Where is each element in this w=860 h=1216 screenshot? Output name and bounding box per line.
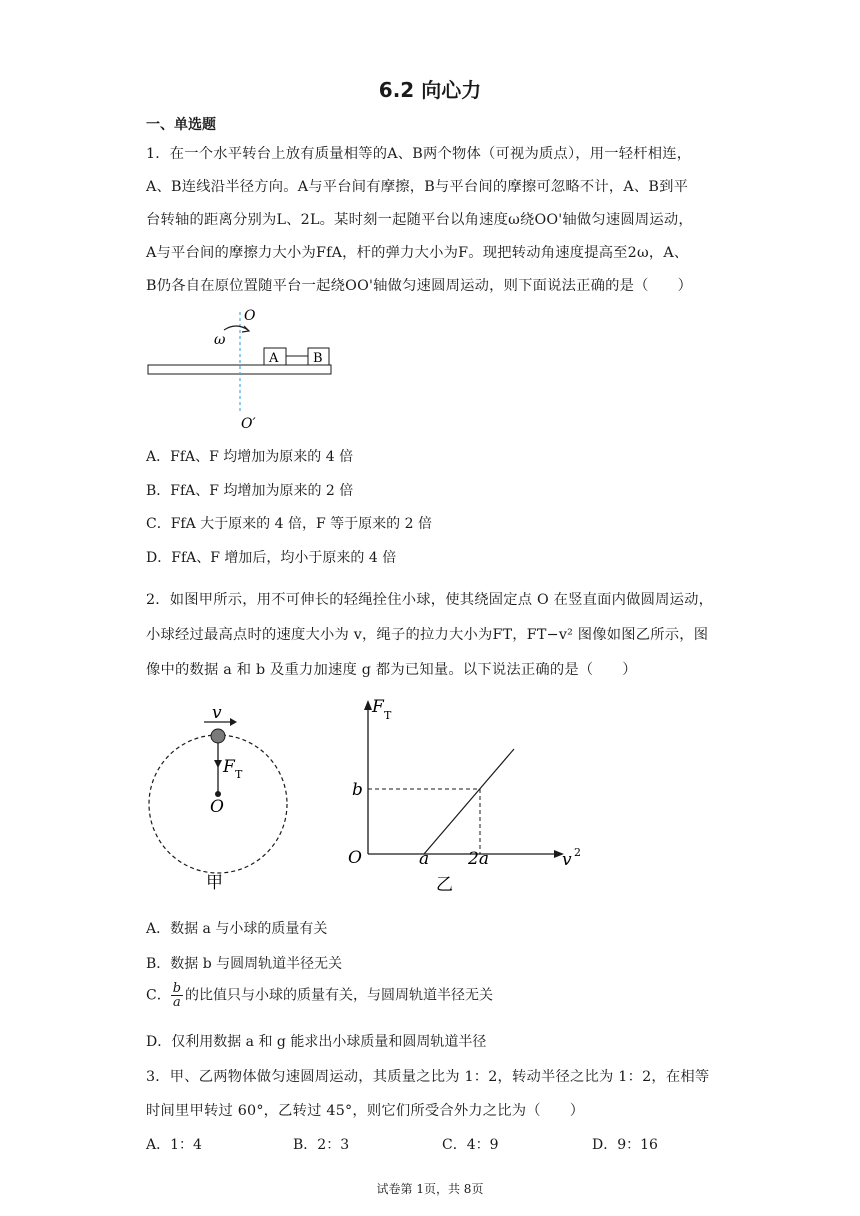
q1-line-4: A与平台间的摩擦力大小为FfA，杆的弹力大小为F。现把转动角速度提高至2ω，A、 <box>146 245 689 261</box>
q1-option-a[interactable]: A．FfA、F 均增加为原来的 4 倍 <box>146 449 354 465</box>
omega-label: ω <box>214 332 226 348</box>
q2-line-1: 2．如图甲所示，用不可伸长的轻绳拴住小球，使其绕固定点 O 在竖直面内做圆周运动， <box>146 592 714 608</box>
y-axis-label-f: F <box>372 697 384 717</box>
x-axis-label-square: 2 <box>574 846 581 859</box>
q3-option-c[interactable]: C．4：9 <box>442 1137 499 1153</box>
q2-line-3: 像中的数据 a 和 b 及重力加速度 g 都为已知量。以下说法正确的是（ ） <box>146 662 637 678</box>
q1-option-c[interactable]: C．FfA 大于原来的 4 倍，F 等于原来的 2 倍 <box>146 516 432 532</box>
circular-motion-figure <box>146 698 296 893</box>
q3-line-2: 时间里甲转过 60°，乙转过 45°，则它们所受合外力之比为（ ） <box>146 1103 585 1119</box>
b-label: b <box>352 780 363 800</box>
origin-label: O <box>348 848 362 868</box>
page-footer: 试卷第 1页，共 8页 <box>376 1182 484 1196</box>
x-axis-label-v: v <box>562 850 572 870</box>
figure-caption-yi: 乙 <box>436 875 453 895</box>
b-over-a-fraction: $\frac{b}{a}$ <box>172 981 182 1010</box>
ball <box>211 729 225 743</box>
velocity-label: v <box>212 703 222 723</box>
q3-option-a[interactable]: A．1：4 <box>146 1137 202 1153</box>
q2-option-b[interactable]: B．数据 b 与圆周轨道半径无关 <box>146 956 343 972</box>
q2-option-a[interactable]: A．数据 a 与小球的质量有关 <box>146 921 328 937</box>
q2-option-c[interactable]: C． $\frac{b}{a}$ 的比值只与小球的质量有关，与圆周轨道半径无关 <box>146 981 494 1010</box>
turntable-figure <box>140 302 350 434</box>
tension-label-f: F <box>223 757 235 777</box>
section-heading: 一、单选题 <box>146 117 216 133</box>
q2-line-2: 小球经过最高点时的速度大小为 v，绳子的拉力大小为FT，FT−v² 图像如图乙所示，图 <box>146 627 709 643</box>
figure-caption-jia: 甲 <box>206 873 223 893</box>
q2-option-d[interactable]: D．仅利用数据 a 和 g 能求出小球质量和圆周轨道半径 <box>146 1034 487 1050</box>
y-axis-label-t: T <box>384 709 392 722</box>
q1-option-b[interactable]: B．FfA、F 均增加为原来的 2 倍 <box>146 483 354 499</box>
q1-option-d[interactable]: D．FfA、F 增加后，均小于原来的 4 倍 <box>146 550 397 566</box>
block-a-label: A <box>269 351 279 366</box>
tension-velocity-graph <box>340 692 600 897</box>
page-title: 6.2 向心力 <box>378 78 482 102</box>
q1-line-2: A、B连线沿半径方向。A与平台间有摩擦，B与平台间的摩擦可忽略不计，A、B到平 <box>146 179 689 195</box>
block-b-label: B <box>313 351 323 366</box>
q3-option-d[interactable]: D．9：16 <box>592 1137 658 1153</box>
two-a-label: 2a <box>468 849 489 869</box>
q1-line-1: 1．在一个水平转台上放有质量相等的A、B两个物体（可视为质点），用一轻杆相连， <box>146 146 692 162</box>
a-label: a <box>419 849 430 869</box>
pivot-label: O <box>210 797 224 817</box>
q1-line-3: 台转轴的距离分别为L、2L。某时刻一起随平台以角速度ω绕OO'轴做匀速圆周运动， <box>146 212 693 228</box>
axis-top-label: O <box>244 308 256 324</box>
tension-label-t: T <box>235 768 243 781</box>
data-line <box>424 749 514 854</box>
tension-arrow-icon <box>214 760 222 768</box>
q3-line-1: 3．甲、乙两物体做匀速圆周运动，其质量之比为 1：2，转动半径之比为 1：2，在相等 <box>146 1069 710 1085</box>
q3-option-b[interactable]: B．2：3 <box>293 1137 350 1153</box>
q1-line-5: B仍各自在原位置随平台一起绕OO'轴做匀速圆周运动，则下面说法正确的是（ ） <box>146 278 693 294</box>
axis-bottom-label: O′ <box>241 416 256 432</box>
